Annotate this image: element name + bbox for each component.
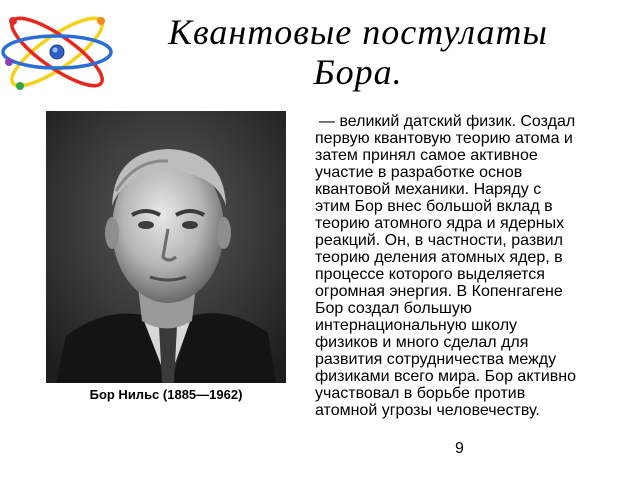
portrait-photo xyxy=(46,111,286,383)
atom-icon xyxy=(0,0,115,110)
slide-title-line-1: Квантовые постулаты xyxy=(168,12,548,52)
photo-caption: Бор Нильс (1885—1962) xyxy=(89,387,243,402)
biography-text: — великий датский физик. Создал первую квантовую теорию атома и затем принял самое активное участие в разработке основ квантовой механики. Наряду с этим Бор внес большой вклад в теорию атомного ядра и ядерных реакций. Он, в частности, развил теорию деления атомных ядер, в процессе которого выделяется огромная энергия. В Копенгагене Бор создал большую интернациональную школу физиков и много сделал для развития сотрудничества между физиками всего мира. Бор активно участвовал в борьбе против атомной угрозы человечеству. xyxy=(315,113,576,419)
slide-title xyxy=(118,12,598,92)
page-number: 9 xyxy=(455,440,464,457)
slide-title-line-2: Бора. xyxy=(313,52,403,92)
